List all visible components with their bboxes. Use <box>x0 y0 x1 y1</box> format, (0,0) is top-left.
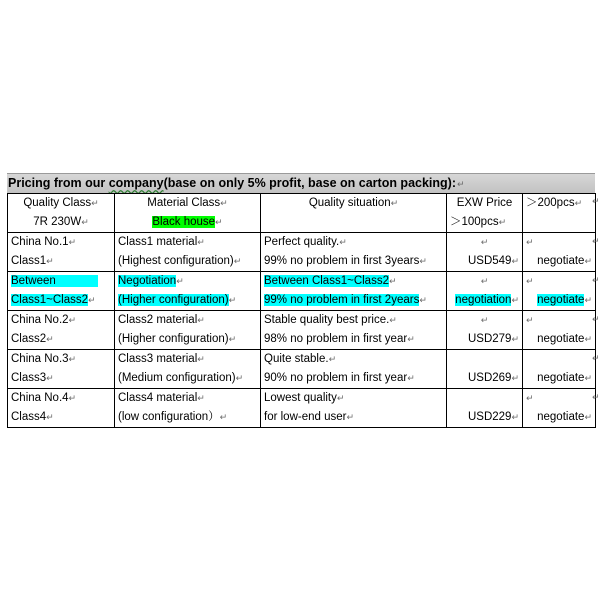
row-end-mark-icon: ↵ <box>592 196 600 206</box>
highlighted-text: negotiate <box>537 294 585 306</box>
pricing-title: Pricing from our company(base on only 5% profit, base on carton packing):↵ <box>7 173 595 193</box>
cell-quality: China No.4↵ Class4↵ <box>8 389 115 428</box>
cell-exw-price: ↵ USD279↵ <box>447 311 523 350</box>
row-end-mark-icon: ↵ <box>592 392 600 402</box>
cell-exw-price: ↵ USD549↵ <box>447 233 523 272</box>
pricing-table <box>7 193 596 428</box>
table-row <box>8 272 596 311</box>
highlighted-text: Negotiation <box>118 275 177 287</box>
highlighted-text: (Higher configuration) <box>118 294 229 306</box>
cell-material: Class4 material↵ (low configuration）↵ <box>115 389 261 428</box>
cell-material: Negotiation↵ (Higher configuration)↵ <box>115 272 261 311</box>
cell-exw-price: USD229↵ <box>447 389 523 428</box>
row-end-mark-icon: ↵ <box>592 275 600 285</box>
table-row <box>8 350 596 389</box>
table-row <box>8 311 596 350</box>
pricing-document <box>7 173 595 428</box>
highlighted-text: Between Class1~Class2 <box>264 275 389 287</box>
highlighted-text: Black house <box>152 216 216 228</box>
cell-exw-price: ↵ negotiation↵ <box>447 272 523 311</box>
cell-material: Class1 material↵ (Highest configuration)↵ <box>115 233 261 272</box>
cell-bulk-price: negotiate↵ <box>523 350 596 389</box>
spellcheck-word: company <box>108 176 164 190</box>
header-quality-class: Quality Class↵ 7R 230W↵ <box>8 194 115 233</box>
highlighted-text: 99% no problem in first 2years <box>264 294 420 306</box>
cell-quality: China No.3↵ Class3↵ <box>8 350 115 389</box>
header-exw-price: EXW Price ＞100pcs↵ <box>447 194 523 233</box>
header-quality-situation: Quality situation↵ <box>261 194 447 233</box>
cell-bulk-price: ↵ negotiate↵ <box>523 311 596 350</box>
cell-situation: Perfect quality.↵ 99% no problem in first 3years↵ <box>261 233 447 272</box>
cell-quality: China No.2↵ Class2↵ <box>8 311 115 350</box>
highlighted-text: Between <box>11 275 98 287</box>
highlighted-text: Class1~Class2 <box>11 294 89 306</box>
row-end-mark-icon: ↵ <box>592 236 600 246</box>
cell-situation: Lowest quality↵ for low-end user↵ <box>261 389 447 428</box>
cell-bulk-price: ↵ negotiate↵ <box>523 389 596 428</box>
cell-quality: China No.1↵ Class1↵ <box>8 233 115 272</box>
table-row <box>8 389 596 428</box>
cell-material: Class2 material↵ (Higher configuration)↵ <box>115 311 261 350</box>
row-end-mark-icon: ↵ <box>592 353 600 363</box>
paragraph-mark-icon: ↵ <box>457 179 465 189</box>
table-header-row <box>8 194 596 233</box>
header-material-class: Material Class↵ Black house↵ <box>115 194 261 233</box>
cell-situation: Between Class1~Class2↵ 99% no problem in first 2years↵ <box>261 272 447 311</box>
table-row <box>8 233 596 272</box>
cell-bulk-price: ↵ negotiate↵ <box>523 272 596 311</box>
cell-situation: Quite stable.↵ 90% no problem in first year↵ <box>261 350 447 389</box>
highlighted-text: negotiation <box>455 294 512 306</box>
header-over-200: ＞200pcs↵ <box>523 194 596 233</box>
cell-bulk-price: ↵ negotiate↵ <box>523 233 596 272</box>
cell-material: Class3 material↵ (Medium configuration)↵ <box>115 350 261 389</box>
row-end-mark-icon: ↵ <box>592 314 600 324</box>
cell-situation: Stable quality best price.↵ 98% no problem in first year↵ <box>261 311 447 350</box>
cell-quality: Between Class1~Class2↵ <box>8 272 115 311</box>
cell-exw-price: USD269↵ <box>447 350 523 389</box>
